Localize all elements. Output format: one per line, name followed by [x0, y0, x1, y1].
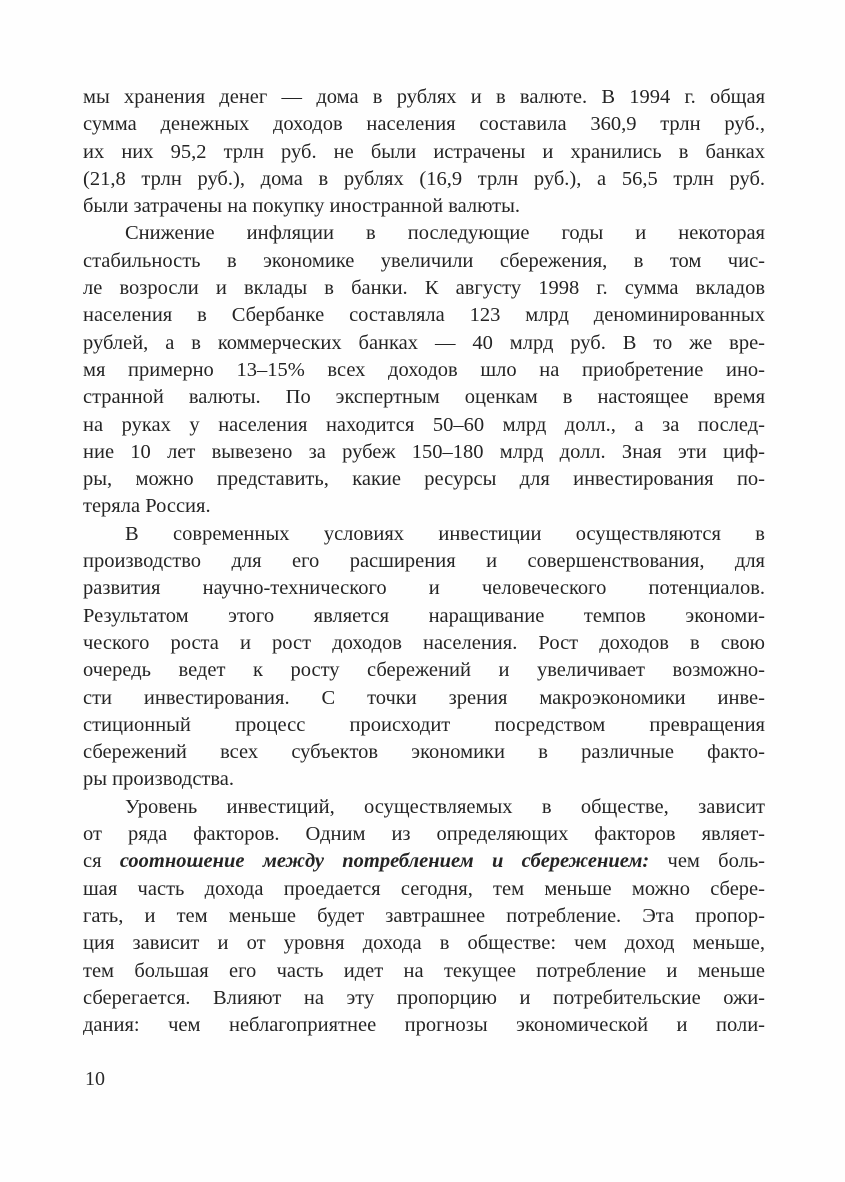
text-run: на руках у населения находится 50–60 млрд долл., а за послед- [83, 413, 765, 436]
text-run: стиционный процесс происходит посредством превращения [83, 713, 765, 736]
text-run: производство для его расширения и совершенствования, для [83, 550, 765, 573]
text-run: шая часть дохода проедается сегодня, тем меньше можно сбере- [83, 877, 765, 900]
text-run: стабильность в экономике увеличили сбережения, в том чис- [83, 249, 765, 272]
text-line [83, 275, 765, 302]
text-line [83, 794, 765, 821]
text-run: странной валюты. По экспертным оценкам в настоящее время [83, 386, 765, 409]
text-line [83, 848, 765, 875]
text-line [83, 766, 765, 793]
text-run: развития научно-технического и человеческого потенциалов. [83, 577, 765, 600]
text-line [83, 739, 765, 766]
text-run: ние 10 лет вывезено за рубеж 150–180 млрд долл. Зная эти циф- [83, 440, 765, 463]
text-line [83, 821, 765, 848]
text-run: ся [83, 850, 120, 873]
text-run: гать, и тем меньше будет завтрашнее потребление. Эта пропор- [83, 904, 765, 927]
text-run: Снижение инфляции в последующие годы и некоторая [125, 222, 765, 245]
text-line [83, 657, 765, 684]
text-run: ция зависит и от уровня дохода в обществе: чем доход меньше, [83, 932, 765, 955]
page-text [83, 84, 765, 1039]
text-run: населения в Сбербанке составляла 123 млрд деноминированных [83, 304, 765, 327]
emphasis-text: соотношение между потреблением и сбережением: [119, 850, 650, 873]
text-line [83, 493, 765, 520]
text-line [83, 630, 765, 657]
text-run: дания: чем неблагоприятнее прогнозы экономической и поли- [83, 1014, 765, 1037]
text-line [83, 139, 765, 166]
text-line [83, 302, 765, 329]
text-run: Результатом этого является наращивание темпов экономи- [83, 604, 765, 627]
text-line [83, 412, 765, 439]
text-line [83, 958, 765, 985]
text-run: В современных условиях инвестиции осуществляются в [125, 522, 765, 545]
text-line [83, 248, 765, 275]
text-line [83, 330, 765, 357]
text-line [83, 166, 765, 193]
text-run: тем большая его часть идет на текущее потребление и меньше [83, 959, 765, 982]
text-line [83, 548, 765, 575]
text-line [83, 357, 765, 384]
text-run: ле возросли и вклады в банки. К августу 1998 г. сумма вкладов [83, 277, 765, 300]
text-run: ческого роста и рост доходов населения. Рост доходов в свою [83, 631, 765, 654]
text-run: очередь ведет к росту сбережений и увеличивает возможно- [83, 659, 765, 682]
text-line [83, 930, 765, 957]
text-line [83, 603, 765, 630]
text-run: (21,8 трлн руб.), дома в рублях (16,9 трлн руб.), а 56,5 трлн руб. [83, 167, 765, 190]
text-run: ры производства. [83, 768, 235, 791]
text-run: сбережений всех субъектов экономики в различные факто- [83, 741, 765, 764]
text-line [83, 84, 765, 111]
text-run: были затрачены на покупку иностранной валюты. [83, 195, 521, 218]
text-run: сберегается. Влияют на эту пропорцию и потребительские ожи- [83, 986, 765, 1009]
text-line [83, 903, 765, 930]
text-run: рублей, а в коммерческих банках — 40 млрд руб. В то же вре- [83, 331, 765, 354]
text-line [83, 521, 765, 548]
text-run: ры, можно представить, какие ресурсы для инвестирования по- [83, 468, 765, 491]
text-line [83, 466, 765, 493]
text-line [83, 193, 765, 220]
text-run: мы хранения денег — дома в рублях и в валюте. В 1994 г. общая [83, 86, 765, 108]
text-run: от ряда факторов. Одним из определяющих факторов являет- [83, 823, 765, 846]
text-line [83, 111, 765, 138]
text-run: мя примерно 13–15% всех доходов шло на приобретение ино- [83, 358, 765, 381]
text-line [83, 685, 765, 712]
text-run: чем боль- [649, 850, 765, 873]
text-run: теряла Россия. [83, 495, 211, 518]
text-run: сти инвестирования. С точки зрения макроэкономики инве- [83, 686, 765, 709]
text-run: Уровень инвестиций, осуществляемых в обществе, зависит [125, 795, 765, 818]
page-number: 10 [85, 1068, 105, 1090]
text-line [83, 1012, 765, 1039]
text-line [83, 712, 765, 739]
text-line [83, 876, 765, 903]
text-line [83, 575, 765, 602]
text-run: их них 95,2 трлн руб. не были истрачены и хранились в банках [83, 140, 765, 163]
text-line [83, 220, 765, 247]
text-line [83, 985, 765, 1012]
text-line [83, 384, 765, 411]
text-line [83, 439, 765, 466]
text-run: сумма денежных доходов населения составила 360,9 трлн руб., [83, 113, 765, 136]
